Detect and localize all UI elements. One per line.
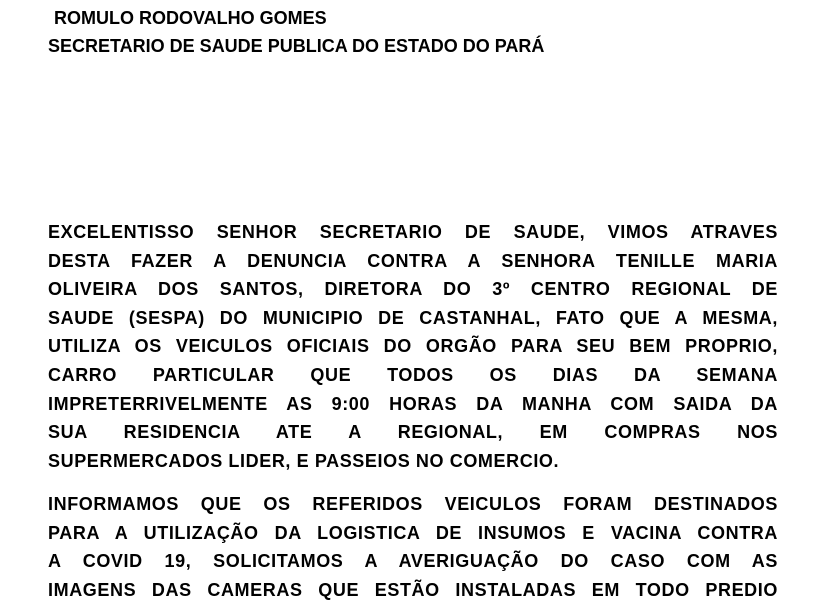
- paragraph-line: SUPERMERCADOS LIDER, E PASSEIOS NO COMERCIO.: [48, 450, 560, 471]
- paragraph-line: PARA A UTILIZAÇÃO DA LOGISTICA DE INSUMOS E VACINA CONTRA: [48, 522, 778, 543]
- paragraph-line: SUA RESIDENCIA ATE A REGIONAL, EM COMPRAS NOS: [48, 422, 778, 443]
- paragraph-line: DESTA FAZER A DENUNCIA CONTRA A SENHORA TENILLE MARIA: [48, 250, 778, 271]
- paragraph-line: IMAGENS DAS CAMERAS QUE ESTÃO INSTALADAS EM TODO PREDIO: [48, 579, 778, 600]
- paragraph-line: OLIVEIRA DOS SANTOS, DIRETORA DO 3º CENTRO REGIONAL DE: [48, 279, 778, 300]
- complaint-paragraph: [48, 218, 778, 475]
- paragraph-line: INFORMAMOS QUE OS REFERIDOS VEICULOS FORAM DESTINADOS: [48, 494, 778, 514]
- addressee-name: ROMULO RODOVALHO GOMES: [54, 8, 327, 28]
- paragraph-line: SAUDE (SESPA) DO MUNICIPIO DE CASTANHAL, FATO QUE A MESMA,: [48, 307, 778, 328]
- request-paragraph: [48, 490, 778, 603]
- paragraph-line: CARRO PARTICULAR QUE TODOS OS DIAS DA SEMANA: [48, 364, 778, 385]
- paragraph-line: UTILIZA OS VEICULOS OFICIAIS DO ORGÃO PARA SEU BEM PROPRIO,: [48, 336, 778, 357]
- paragraph-line: A COVID 19, SOLICITAMOS A AVERIGUAÇÃO DO CASO COM AS: [48, 551, 778, 572]
- paragraph-line: EXCELENTISSO SENHOR SECRETARIO DE SAUDE, VIMOS ATRAVES: [48, 222, 778, 242]
- paragraph-line: IMPRETERRIVELMENTE AS 9:00 HORAS DA MANHA COM SAIDA DA: [48, 393, 778, 414]
- addressee-title: SECRETARIO DE SAUDE PUBLICA DO ESTADO DO PARÁ: [48, 36, 545, 56]
